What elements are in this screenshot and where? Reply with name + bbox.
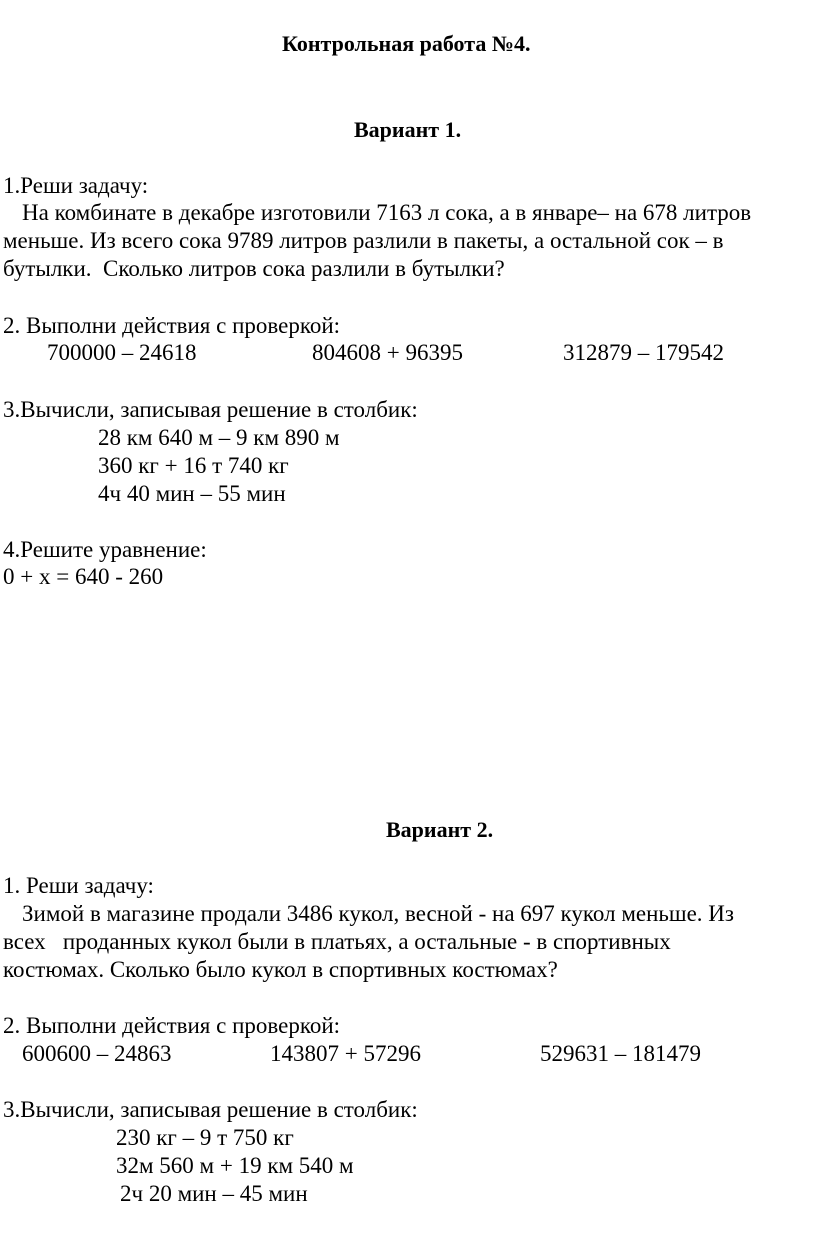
v2-task-1-line-2: всех проданных кукол были в платьях, а остальные - в спортивных bbox=[3, 929, 671, 954]
v2-task-1-line-3: костюмах. Сколько было кукол в спортивных костюмах? bbox=[3, 957, 558, 982]
v2-task-1-label: 1. Реши задачу: bbox=[3, 873, 154, 898]
v1-task-1-line-3: бутылки. Сколько литров сока разлили в бутылки? bbox=[3, 256, 505, 281]
v2-task-3-item-3: 2ч 20 мин – 45 мин bbox=[120, 1181, 308, 1206]
v2-task-2-item-1: 600600 – 24863 bbox=[22, 1041, 172, 1066]
v1-task-2-item-1: 700000 – 24618 bbox=[47, 340, 197, 365]
v1-task-3-item-1: 28 км 640 м – 9 км 890 м bbox=[98, 425, 340, 450]
v2-task-2-label: 2. Выполни действия с проверкой: bbox=[3, 1013, 341, 1038]
v1-task-3-item-2: 360 кг + 16 т 740 кг bbox=[98, 453, 289, 478]
v2-task-3-item-1: 230 кг – 9 т 750 кг bbox=[116, 1125, 294, 1150]
variant-1-heading: Вариант 1. bbox=[354, 117, 462, 142]
v2-task-3-label: 3.Вычисли, записывая решение в столбик: bbox=[3, 1097, 418, 1122]
v1-task-2-item-2: 804608 + 96395 bbox=[312, 340, 463, 365]
v1-task-4-label: 4.Решите уравнение: bbox=[3, 537, 207, 562]
variant-2-heading: Вариант 2. bbox=[386, 817, 494, 842]
v2-task-2-item-2: 143807 + 57296 bbox=[270, 1041, 421, 1066]
v1-task-1-label: 1.Реши задачу: bbox=[3, 173, 149, 198]
v2-task-1-line-1: Зимой в магазине продали 3486 кукол, весной - на 697 кукол меньше. Из bbox=[22, 901, 735, 926]
v1-task-1-line-2: меньше. Из всего сока 9789 литров разлили в пакеты, а остальной сок – в bbox=[3, 228, 724, 253]
v1-task-3-item-3: 4ч 40 мин – 55 мин bbox=[98, 481, 286, 506]
page-title: Контрольная работа №4. bbox=[282, 31, 531, 56]
v1-task-2-label: 2. Выполни действия с проверкой: bbox=[3, 313, 341, 338]
v2-task-3-item-2: 32м 560 м + 19 км 540 м bbox=[116, 1153, 354, 1178]
v1-task-3-label: 3.Вычисли, записывая решение в столбик: bbox=[3, 397, 418, 422]
v2-task-2-item-3: 529631 – 181479 bbox=[540, 1041, 701, 1066]
v1-task-2-item-3: 312879 – 179542 bbox=[563, 340, 724, 365]
v1-task-4-equation: 0 + х = 640 - 260 bbox=[3, 564, 164, 589]
v1-task-1-line-1: На комбинате в декабре изготовили 7163 л сока, а в январе– на 678 литров bbox=[22, 200, 752, 225]
